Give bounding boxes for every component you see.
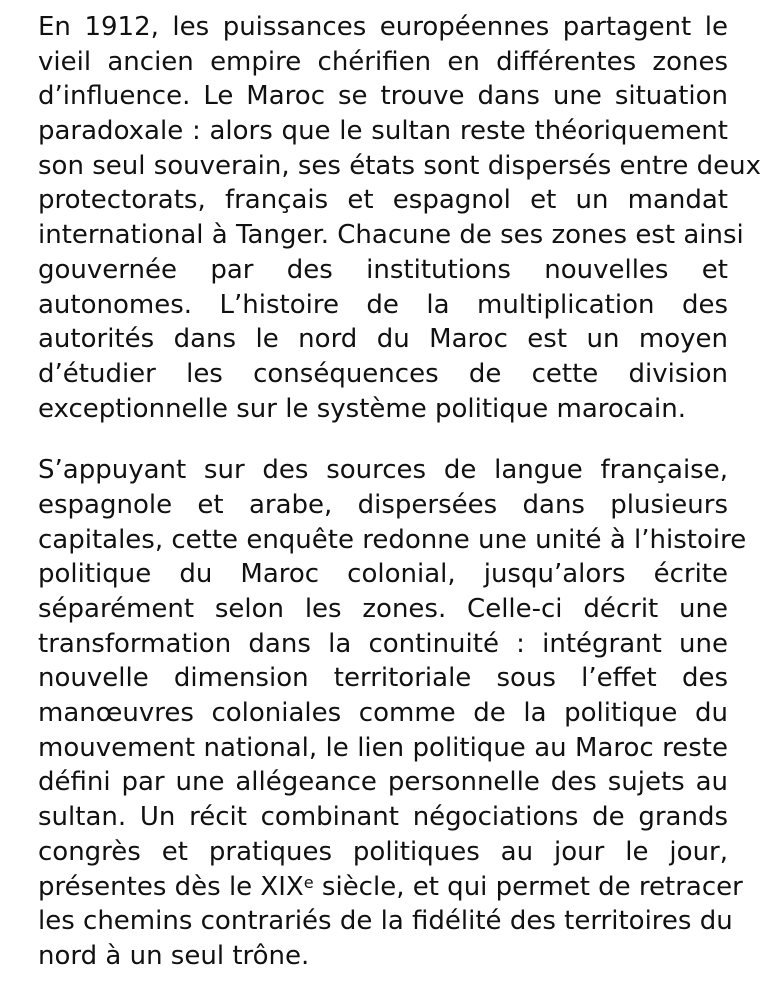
text-line: les chemins contrariés de la fidélité des territoires du [38,906,733,937]
text-line: défini par une allégeance personnelle des sujets au [38,767,728,798]
text-line: exceptionnelle sur le système politique marocain. [38,393,686,424]
text-line: espagnole et arabe, dispersées dans plusieurs [38,489,728,520]
text-line: sultan. Un récit combinant négociations de grands [38,802,728,833]
text-line: paradoxale : alors que le sultan reste théoriquement [38,116,728,147]
superscript-e: e [303,872,314,892]
text-line-with-superscript [38,870,743,905]
text-line: gouvernée par des institutions nouvelles et [38,254,728,285]
text-segment: siècle, et qui permet de retracer [313,871,743,902]
text-line: vieil ancien empire chérifien en différentes zones [38,46,728,77]
text-line: mouvement national, le lien politique au Maroc reste [38,732,728,763]
paragraph-2 [38,453,747,973]
text-line: capitales, cette enquête redonne une unité à l’histoire [38,524,747,555]
text-line: S’appuyant sur des sources de langue française, [38,455,728,486]
text-line: transformation dans la continuité : intégrant une [38,628,728,659]
text-line: d’influence. Le Maroc se trouve dans une situation [38,81,728,112]
text-line: d’étudier les conséquences de cette division [38,358,728,389]
text-segment: présentes dès le XIX [38,871,304,902]
paragraph-1 [38,10,761,426]
text-line: En 1912, les puissances européennes partagent le [38,12,728,42]
text-line: protectorats, français et espagnol et un mandat [38,185,728,216]
text-line: nord à un seul trône. [38,940,310,971]
text-line: autorités dans le nord du Maroc est un moyen [38,324,728,355]
text-line: autonomes. L’histoire de la multiplication des [38,289,728,320]
text-line: international à Tanger. Chacune de ses zones est ainsi [38,220,744,251]
text-line: séparément selon les zones. Celle-ci décrit une [38,594,728,624]
text-line: politique du Maroc colonial, jusqu’alors écrite [38,559,728,590]
text-line: manœuvres coloniales comme de la politique du [38,698,728,729]
text-line: congrès et pratiques politiques au jour le jour, [38,836,728,867]
text-line: son seul souverain, ses états sont dispersés entre deux [38,150,761,181]
text-line: nouvelle dimension territoriale sous l’effet des [38,663,728,694]
